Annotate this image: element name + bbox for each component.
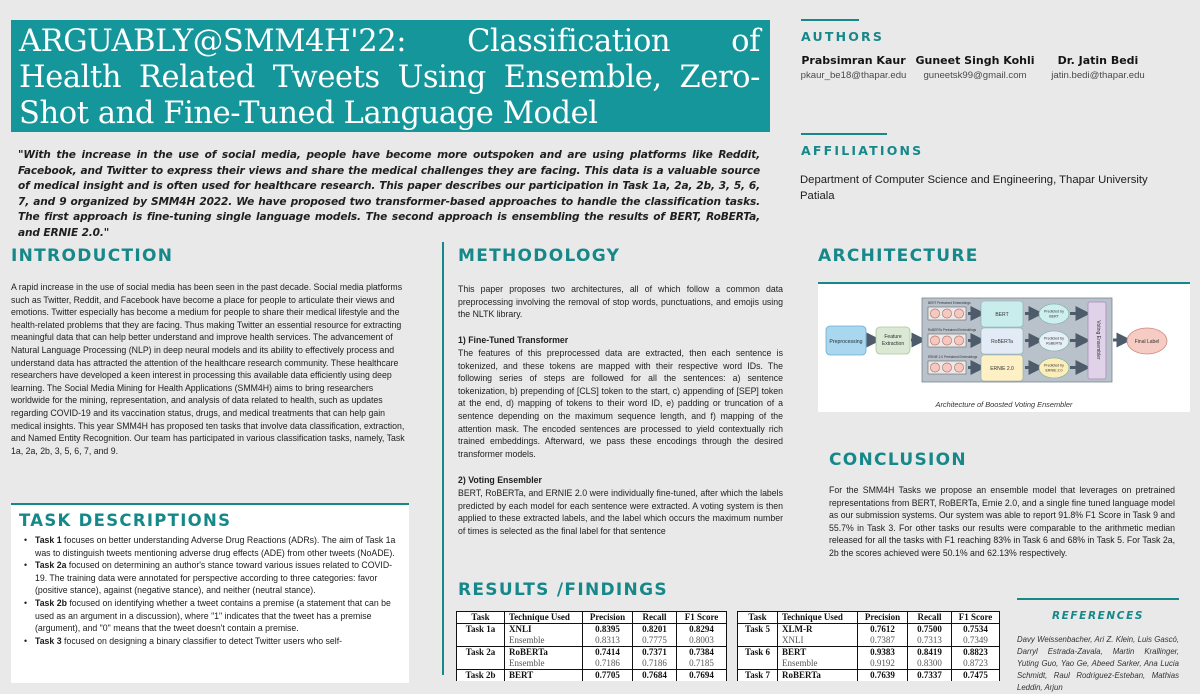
architecture-figure	[818, 282, 1190, 412]
cell-recall: 0.7313	[908, 635, 952, 647]
preprocessing-block	[826, 326, 866, 355]
cell-f1: 0.7185	[677, 658, 727, 670]
results-heading: RESULTS /FINDINGS	[458, 580, 668, 600]
cell-recall: 0.8419	[908, 647, 952, 659]
cell-task: Task 6	[738, 647, 778, 659]
task-item	[19, 534, 401, 559]
voting-ensembler-text: BERT, RoBERTa, and ERNIE 2.0 were individually fine-tuned, after which the labels predicted by each model for each sentence were extracted. A voting system is then applied to these extracted labels, and the label which occurs the maximum number of times is selected as the final label for that sentence	[458, 488, 783, 536]
task-item	[19, 635, 401, 648]
methodology-heading: METHODOLOGY	[458, 246, 621, 266]
table-row	[457, 670, 727, 682]
references-heading: REFERENCES	[1051, 610, 1145, 622]
preprocessing-label: Preprocessing	[829, 339, 863, 345]
task-label: Task 3	[35, 635, 62, 646]
embedding-node	[942, 363, 951, 372]
model-label: BERT	[995, 312, 1009, 318]
cell-recall: 0.8201	[633, 624, 677, 636]
results-table-left-wrap	[456, 611, 727, 681]
col-header-precision: Precision	[583, 612, 633, 624]
author-email: guneetsk99@gmail.com	[923, 70, 1027, 81]
cell-technique: XNLI	[505, 624, 583, 636]
cell-f1: 0.7534	[952, 624, 1000, 636]
task-label: Task 1	[35, 535, 62, 545]
embedding-node	[942, 309, 951, 318]
fine-tuned-transformer-title: 1) Fine-Tuned Transformer	[458, 335, 569, 345]
affiliations-rule	[801, 133, 887, 135]
cell-technique: Ensemble	[505, 635, 583, 647]
task-descriptions-card	[11, 503, 409, 683]
cell-task: Task 1a	[457, 624, 505, 636]
feature-extraction-block	[876, 327, 910, 354]
cell-precision: 0.8395	[583, 624, 633, 636]
cell-recall: 0.7337	[908, 670, 952, 682]
conclusion-heading: CONCLUSION	[829, 450, 967, 470]
col-header-precision: Precision	[858, 612, 908, 624]
feature-label-1: Feature	[884, 334, 902, 340]
prediction-label: Predicted by	[1044, 363, 1064, 368]
cell-technique: RoBERTa	[505, 647, 583, 659]
cell-precision: 0.9192	[858, 658, 908, 670]
cell-technique: XLM-R	[778, 624, 858, 636]
author-1	[800, 54, 907, 81]
title-banner	[11, 20, 770, 132]
model-label: ERNIE 2.0	[990, 366, 1014, 372]
cell-recall: 0.7186	[633, 658, 677, 670]
cell-task	[457, 658, 505, 670]
task-descriptions-heading: TASK DESCRIPTIONS	[19, 511, 232, 530]
task-label: Task 2b	[35, 597, 67, 608]
col-header-recall: Recall	[633, 612, 677, 624]
voting-ensembler-block	[1088, 302, 1106, 379]
author-email: pkaur_be18@thapar.edu	[800, 70, 907, 81]
cell-technique: BERT	[778, 647, 858, 659]
cell-f1: 0.8294	[677, 624, 727, 636]
authors-list	[800, 54, 1180, 81]
voting-ensembler-title: 2) Voting Ensembler	[458, 475, 542, 485]
task-text: focused on determining an author's stance toward various issues related to COVID-19. The training data were annotated for perspective according to three categories: favor (positive stance), against (negative stance), and neither (neutral stance).	[35, 560, 393, 596]
cell-technique: Ensemble	[505, 658, 583, 670]
final-label-block	[1127, 328, 1167, 354]
table-row	[457, 635, 727, 647]
task-label: Task 2a	[35, 560, 67, 571]
results-table-left	[456, 611, 727, 681]
results-table-right	[737, 611, 1000, 681]
col-header-task: Task	[457, 612, 505, 624]
cell-task: Task 7	[738, 670, 778, 682]
cell-task	[738, 658, 778, 670]
cell-recall: 0.7775	[633, 635, 677, 647]
author-name: Dr. Jatin Bedi	[1057, 54, 1139, 67]
cell-recall: 0.8300	[908, 658, 952, 670]
cell-precision: 0.7387	[858, 635, 908, 647]
task-item	[19, 597, 401, 635]
prediction-label: ERNIE 2.0	[1045, 368, 1063, 373]
cell-technique: Ensemble	[778, 658, 858, 670]
table-row	[738, 658, 1000, 670]
column-divider	[442, 242, 444, 675]
cell-task: Task 2b	[457, 670, 505, 682]
author-name: Guneet Singh Kohli	[915, 54, 1035, 67]
voting-label: Voting Ensembler	[1095, 320, 1101, 360]
table-row	[738, 624, 1000, 636]
task-text: focuses on better understanding Adverse Drug Reactions (ADRs). The aim of Task 1a was to distinguish tweets mentioning adverse drug effects (ADE) from other tweets (NoADE).	[35, 535, 396, 558]
prediction-label: RoBERTa	[1046, 341, 1062, 346]
cell-precision: 0.7186	[583, 658, 633, 670]
introduction-heading: INTRODUCTION	[11, 246, 174, 266]
cell-task: Task 2a	[457, 647, 505, 659]
embedding-node	[954, 309, 963, 318]
abstract-text: "With the increase in the use of social media, people have become more outspoken and are using platforms like Reddit, Facebook, and Twitter to express their views and share the medical challenges they are facing. This data is a valuable source of medical insight and is often used for healthcare research. This paper describes our participation in Task 1a, 2a, 2b, 3, 5, 6, 7, and 9 organized by SMM4H 2022. We have proposed two transformer-based approaches to handle the classification tasks. The first approach is fine-tuning single language models. The second approach is ensembling the results of BERT, RoBERTa, and ERNIE 2.0."	[18, 149, 760, 239]
cell-f1: 0.8723	[952, 658, 1000, 670]
cell-recall: 0.7684	[633, 670, 677, 682]
cell-recall: 0.7371	[633, 647, 677, 659]
author-2	[907, 54, 1043, 81]
embedding-node	[930, 363, 939, 372]
col-header-technique: Technique Used	[505, 612, 583, 624]
embedding-node	[930, 336, 939, 345]
methodology-intro: This paper proposes two architectures, all of which follow a common data preprocessing involving the removal of stop words, punctuations, and emojis using the NLTK library.	[458, 284, 783, 320]
col-header-f1: F1 Score	[677, 612, 727, 624]
prediction-label: Predicted by	[1044, 309, 1064, 314]
embedding-node	[954, 336, 963, 345]
prediction-label: BERT	[1049, 314, 1059, 319]
task-text: focused on identifying whether a tweet contains a premise (a statement that can be used as an argument in a discussion), where "1" indicates that the tweet has a premise (argument), and "0" means that the tweet doesn't contain a premise.	[35, 597, 391, 634]
col-header-task: Task	[738, 612, 778, 624]
cell-f1: 0.7384	[677, 647, 727, 659]
embedding-node	[930, 309, 939, 318]
references-rule	[1017, 598, 1179, 600]
cell-f1: 0.8823	[952, 647, 1000, 659]
table-row	[738, 670, 1000, 682]
cell-f1: 0.8003	[677, 635, 727, 647]
task-item	[19, 559, 401, 597]
references-text: Davy Weissenbacher, Ari Z. Klein, Luis Gascó, Darryl Estrada-Zavala, Martin Krallinger, Yuting Guo, Yao Ge, Abeed Sarker, Ana Lucia Schmidt, Raul Rodriguez-Esteban, Mathias Leddin, Arjun	[1017, 635, 1179, 692]
embedding-node	[954, 363, 963, 372]
author-email: jatin.bedi@thapar.edu	[1051, 70, 1145, 81]
cell-technique: BERT	[505, 670, 583, 682]
model-label: RoBERTa	[991, 339, 1013, 345]
task-text: focused on designing a binary classifier to detect Twitter users who self-	[61, 635, 343, 646]
fine-tuned-transformer-text: The features of this preprocessed data are extracted, then each sentence is tokenized, and these tokens are mapped with their respective word IDs. The following series of steps are followed for all the sentences: a) sentence tokenization, b) prepending of [CLS] token to the start, c) appending of [SEP] token at the end, d) mapping of tokens to their word ID, e) padding or truncation of a sentence depending on the maximum sequence length, and f) mapping of the attention mask. The encoded sentences are processed to yield contextually rich trained embeddings. Afterward, we pass these encodings through the desired transformer models.	[458, 348, 783, 459]
embedding-label: BERT Pretrained Embeddings	[928, 301, 971, 305]
cell-recall: 0.7500	[908, 624, 952, 636]
cell-technique: XNLI	[778, 635, 858, 647]
table-row	[738, 635, 1000, 647]
final-label-text: Final Label	[1134, 339, 1160, 345]
embedding-label: RoBERTa Pretrained Embeddings	[928, 328, 977, 332]
authors-rule	[801, 19, 859, 21]
architecture-heading: ARCHITECTURE	[818, 246, 979, 266]
affiliations-heading: AFFILIATIONS	[801, 143, 924, 158]
conclusion-text: For the SMM4H Tasks we propose an ensemble model that leverages on pretrained representations from BERT, RoBERTa, Ernie 2.0, and a single fine tuned language model as our submission systems. Our system was able to report 91.8% F1 Score in Task 9 and 55.7% in Task 3. For other tasks our results were comparable to the arithmetic median released for all the tasks with F1 reaching 83% in Task 6 and 68% in Task 5. For Task 2a, 2b the scores achieved were 50.1% and 62.13% respectively.	[829, 485, 1175, 558]
col-header-f1: F1 Score	[952, 612, 1000, 624]
introduction-text: A rapid increase in the use of social media has been seen in the past decade. Social media platforms such as Twitter, Reddit, and Facebook have become a place for people to articulate their views and emotions. Twitter especially has become a medium for people to share their medical lifestyle and the health-related problems that they are facing. Thus making Twitter an essential resource for extracting meaningful data that can help better understand and improve health services. The advancement of Natural Language Processing (NLP) in deep neural models and its ability to effectively process and understand data has attracted the attention of the healthcare research community. These healthcare researchers have developed a keen interest in processing this available data efficiently using deep learning. The Social Media Mining for Health Applications (SMM4H) aims to bring researchers worldwide for the mining, representation, and analysis of data related to health, such as updates regarding COVID-19 and its vaccination status, drugs, and medical treatments that can help gain medical insights. This year SMM4H has proposed ten tasks that involve data classification, extraction, and Named Entity Recognition. Our team has participated in various classification tasks, namely, Task 1a, 2a, 2b, 3, 5, 6, 7, and 9.	[11, 282, 405, 456]
results-table-right-wrap	[737, 611, 1000, 681]
cell-technique: RoBERTa	[778, 670, 858, 682]
cell-precision: 0.7639	[858, 670, 908, 682]
cell-precision: 0.8313	[583, 635, 633, 647]
prediction-label: Predicted by	[1044, 336, 1064, 341]
cell-task: Task 5	[738, 624, 778, 636]
cell-task	[457, 635, 505, 647]
cell-precision: 0.7705	[583, 670, 633, 682]
cell-f1: 0.7349	[952, 635, 1000, 647]
embedding-node	[942, 336, 951, 345]
poster-title: ARGUABLY@SMM4H'22: Classification of Health Related Tweets Using Ensemble, Zero-Shot and Fine-Tuned Language Model	[19, 24, 760, 131]
table-row	[738, 647, 1000, 659]
cell-f1: 0.7694	[677, 670, 727, 682]
author-3	[1043, 54, 1153, 81]
col-header-recall: Recall	[908, 612, 952, 624]
table-row	[457, 658, 727, 670]
affiliations-text: Department of Computer Science and Engineering, Thapar University Patiala	[800, 174, 1148, 202]
cell-precision: 0.9383	[858, 647, 908, 659]
author-name: Prabsimran Kaur	[801, 54, 906, 67]
col-header-technique: Technique Used	[778, 612, 858, 624]
table-row	[457, 624, 727, 636]
cell-task	[738, 635, 778, 647]
embedding-label: ERNIE 2.0 Pretrained Embeddings	[928, 355, 978, 359]
table-row	[457, 647, 727, 659]
cell-precision: 0.7612	[858, 624, 908, 636]
authors-heading: AUTHORS	[801, 29, 885, 44]
cell-f1: 0.7475	[952, 670, 1000, 682]
architecture-caption: Architecture of Boosted Voting Ensembler	[935, 400, 1073, 409]
feature-label-2: Extraction	[881, 341, 905, 347]
architecture-diagram	[818, 284, 1190, 396]
task-list	[19, 534, 401, 647]
cell-precision: 0.7414	[583, 647, 633, 659]
